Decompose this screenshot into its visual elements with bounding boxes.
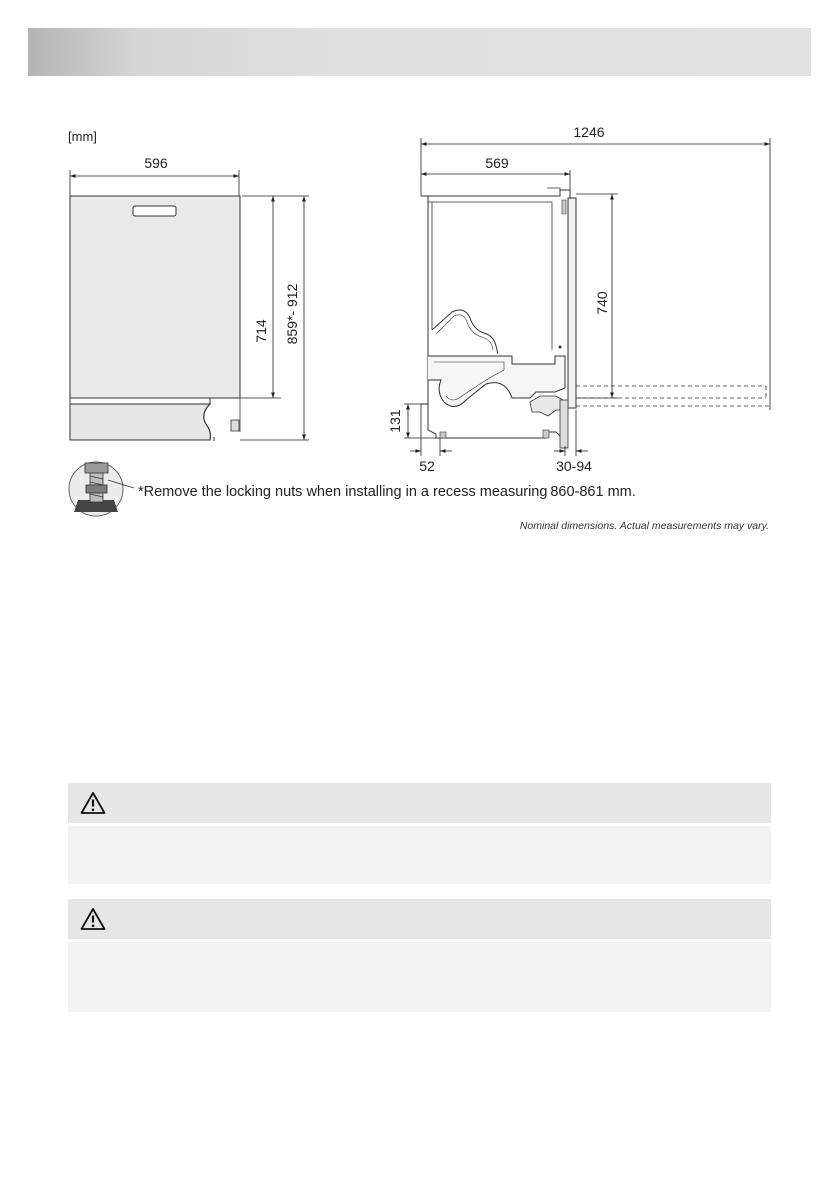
warning-triangle-icon [80, 791, 106, 815]
front-foot [231, 420, 239, 431]
plinth [560, 400, 568, 448]
door-height-label: 714 [253, 319, 269, 343]
side-height-label: 740 [594, 291, 610, 315]
locking-nut-icon [69, 462, 134, 516]
unit-label: [mm] [68, 129, 97, 144]
installation-drawing [0, 0, 839, 540]
foot-offset-label: 52 [419, 458, 435, 474]
door-handle [133, 206, 176, 216]
warning-triangle-icon [80, 907, 106, 931]
front-width-label: 596 [144, 155, 168, 171]
nominal-dimensions-note: Nominal dimensions. Actual measurements may vary. [519, 520, 769, 532]
locking-nuts-note: *Remove the locking nuts when installing in a recess measuring 860-861 mm. [138, 484, 636, 500]
side-view [387, 124, 770, 474]
total-height-label: 859*- 912 [284, 283, 300, 345]
front-view [70, 155, 309, 441]
warning-box-2-header [68, 899, 771, 939]
side-depth-label: 569 [485, 155, 509, 171]
plinth-height-label: 131 [387, 409, 403, 433]
warning-box-1-body [68, 826, 771, 884]
side-door [568, 198, 576, 408]
total-depth-label: 1246 [573, 124, 605, 140]
warning-box-1-header [68, 783, 771, 823]
plinth-gap-label: 30-94 [556, 458, 592, 474]
warning-box-2-body [68, 942, 771, 1012]
